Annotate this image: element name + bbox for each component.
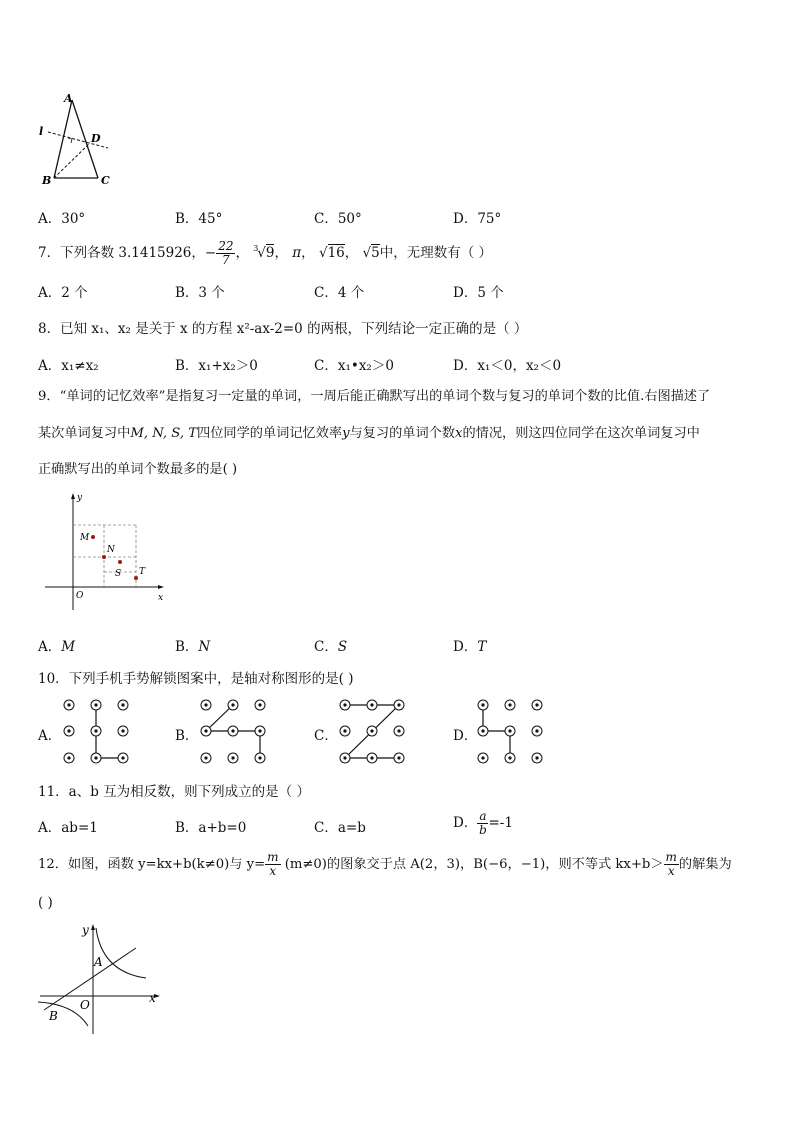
q6-option-a[interactable]: A．30° xyxy=(38,211,86,227)
q9-line2: 某次单词复习中M, N, S, T四位同学的单词记忆效率y与复习的单词个数x的情况，则这四位同学在这次单词复习中 xyxy=(38,426,700,441)
axis-x-label: x xyxy=(158,593,164,603)
label-l: l xyxy=(39,125,44,138)
label-C: C xyxy=(101,174,110,187)
sqrt-5: √5 xyxy=(362,245,380,261)
q10-option-a[interactable]: A． xyxy=(38,728,62,744)
label-D: D xyxy=(91,132,101,145)
q7-option-d[interactable]: D．5 个 xyxy=(453,285,504,301)
q8-option-a[interactable]: A．x₁≠x₂ xyxy=(38,358,99,374)
dot-grid xyxy=(64,700,128,763)
svg-text:B: B xyxy=(49,1009,58,1023)
q10-option-c[interactable]: C． xyxy=(314,728,338,744)
q8-option-c[interactable]: C．x₁•x₂＞0 xyxy=(314,358,394,374)
q7-option-a[interactable]: A．2 个 xyxy=(38,285,88,301)
q12-question: 12．如图，函数 y=kx+b(k≠0)与 y= $\frac{m}{x}$ (m≠0)的图象交于点 A(2，3)，B(−6，−1)，则不等式 kx+b＞ $\frac{m}{x}$ 的解集为 xyxy=(38,850,732,878)
cube-root: 3 √9 xyxy=(253,244,275,261)
origin-label: O xyxy=(76,591,84,601)
q8-option-b[interactable]: B．x₁+x₂＞0 xyxy=(175,358,258,374)
q12-graph xyxy=(36,920,166,1038)
svg-text:O: O xyxy=(80,998,90,1012)
point-N xyxy=(102,555,106,559)
point-M xyxy=(91,535,95,539)
q11-option-b[interactable]: B．a+b=0 xyxy=(175,820,247,836)
q9-line3: 正确默写出的单词个数最多的是( ) xyxy=(38,462,238,477)
pattern-c[interactable] xyxy=(334,696,410,766)
q7-option-b[interactable]: B．3 个 xyxy=(175,285,225,301)
svg-text:N: N xyxy=(107,545,115,555)
svg-text:A: A xyxy=(94,955,103,969)
q11-option-d[interactable]: D． $\frac{a}{b}$ =-1 xyxy=(453,809,513,837)
q7-option-c[interactable]: C．4 个 xyxy=(314,285,365,301)
q9-graph xyxy=(40,490,170,615)
q8-question: 8．已知 x₁、x₂ 是关于 x 的方程 x²-ax-2=0 的两根，下列结论一定正确的是（ ） xyxy=(38,321,528,337)
q7-fraction: $\frac{22}{7}$ xyxy=(218,239,234,267)
point-T xyxy=(134,576,138,580)
q10-option-b[interactable]: B． xyxy=(175,728,199,744)
sqrt-16: √16 xyxy=(318,245,345,261)
svg-text:M: M xyxy=(80,533,90,543)
triangle-figure xyxy=(36,92,126,187)
q9-option-d[interactable]: D．T xyxy=(453,639,487,655)
svg-text:S: S xyxy=(115,569,122,579)
q10-question: 10．下列手机手势解锁图案中，是轴对称图形的是( ) xyxy=(38,671,354,687)
q11-option-c[interactable]: C．a=b xyxy=(314,820,366,836)
svg-text:y: y xyxy=(82,923,89,937)
q9-line1: 9．“单词的记忆效率”是指复习一定量的单词，一周后能正确默写出的单词个数与复习的单词个数的比值.右图描述了 xyxy=(38,389,711,404)
q6-option-c[interactable]: C．50° xyxy=(314,211,362,227)
q8-option-d[interactable]: D．x₁＜0，x₂＜0 xyxy=(453,358,562,374)
q6-option-d[interactable]: D．75° xyxy=(453,211,502,227)
q7-question: 7．下列各数 3.1415926，− $\frac{22}{7}$ ， 3 √9， π， √16， √5中，无理数有（ ） xyxy=(38,236,492,270)
point-S xyxy=(118,560,122,564)
pattern-b[interactable] xyxy=(195,696,271,766)
q9-option-b[interactable]: B．N xyxy=(175,639,211,655)
q11-option-a[interactable]: A．ab=1 xyxy=(38,820,98,836)
label-A: A xyxy=(64,92,73,105)
pattern-d[interactable] xyxy=(472,696,548,766)
svg-text:x: x xyxy=(149,991,156,1005)
axis-y-label: y xyxy=(77,493,83,503)
svg-text:T: T xyxy=(139,567,146,577)
q6-option-b[interactable]: B．45° xyxy=(175,211,223,227)
q9-option-c[interactable]: C．S xyxy=(314,639,348,655)
q9-option-a[interactable]: A．M xyxy=(38,639,76,655)
label-B: B xyxy=(42,174,52,187)
q10-option-d[interactable]: D． xyxy=(453,728,478,744)
q11-question: 11．a、b 互为相反数，则下列成立的是（ ） xyxy=(38,784,310,800)
q12-line2: ( ) xyxy=(38,895,53,911)
pattern-a[interactable] xyxy=(58,696,134,766)
